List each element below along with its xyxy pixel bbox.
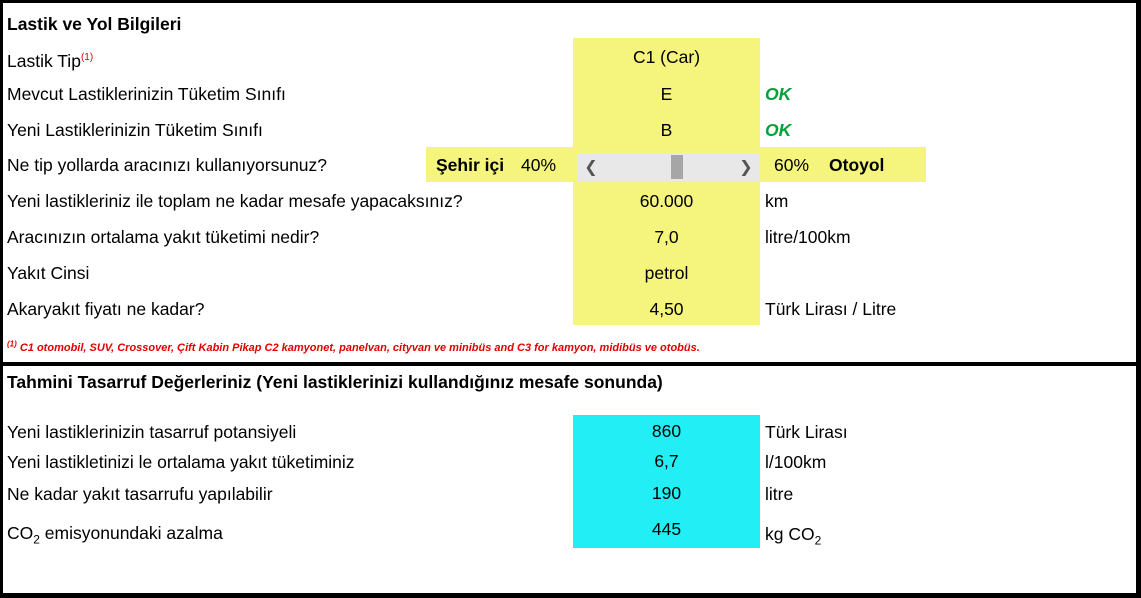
consumption-unit: litre/100km bbox=[765, 227, 851, 247]
savings-value: 860 bbox=[651, 421, 682, 441]
city-label: Şehir içi bbox=[436, 155, 505, 175]
co2-unit: kg $CO_2$ bbox=[765, 524, 822, 548]
slider-right-arrow-icon[interactable]: ❯ bbox=[739, 157, 753, 176]
section-title: Lastik ve Yol Bilgileri bbox=[7, 14, 182, 34]
fuel-saving-label: Ne kadar yakıt tasarrufu yapılabilir bbox=[7, 484, 273, 504]
fuel-type-label: Yakıt Cinsi bbox=[7, 263, 90, 283]
fuel-type-value[interactable]: petrol bbox=[644, 263, 689, 283]
savings-label: Yeni lastiklerinizin tasarruf potansiyeli bbox=[7, 422, 297, 442]
current-class-label: Mevcut Lastiklerinizin Tüketim Sınıfı bbox=[7, 84, 286, 104]
highway-percent: 60% bbox=[774, 155, 810, 175]
avg-consumption-label: Yeni lastikletinizi le ortalama yakıt tüketiminiz bbox=[7, 452, 355, 472]
highway-label: Otoyol bbox=[829, 155, 885, 175]
footnote: $^{(1)}$ C1 otomobil, SUV, Crossover, Çift Kabin Pikap C2 kamyonet, panelvan, cityvan ve minibüs and C3 for kamyon, midibüs ve otobüs. bbox=[7, 339, 700, 354]
tire-type-label: Lastik Tip$^{(1)}$ bbox=[7, 51, 94, 71]
city-percent: 40% bbox=[521, 155, 557, 175]
fuel-price-value[interactable]: 4,50 bbox=[649, 299, 684, 319]
avg-consumption-unit: l/100km bbox=[765, 452, 827, 472]
co2-value: 445 bbox=[651, 519, 682, 539]
avg-consumption-value: 6,7 bbox=[654, 451, 679, 471]
fuel-saving-unit: litre bbox=[765, 484, 794, 504]
co2-label: $CO_2$ emisyonundaki azalma bbox=[7, 523, 223, 547]
fuel-price-unit: Türk Lirası / Litre bbox=[765, 299, 897, 319]
current-class-status: OK bbox=[765, 84, 792, 104]
road-type-label: Ne tip yollarda aracınızı kullanıyorsunuz? bbox=[7, 155, 328, 175]
current-class-value[interactable]: E bbox=[660, 84, 673, 104]
new-class-label: Yeni Lastiklerinizin Tüketim Sınıfı bbox=[7, 120, 263, 140]
distance-unit: km bbox=[765, 191, 789, 211]
results-title: Tahmini Tasarruf Değerleriniz (Yeni lastiklerinizi kullandığınız mesafe sonunda) bbox=[7, 372, 663, 392]
savings-unit: Türk Lirası bbox=[765, 422, 848, 442]
new-class-status: OK bbox=[765, 120, 792, 140]
consumption-value[interactable]: 7,0 bbox=[654, 227, 679, 247]
new-class-value[interactable]: B bbox=[660, 120, 673, 140]
fuel-price-label: Akaryakıt fiyatı ne kadar? bbox=[7, 299, 205, 319]
road-type-slider[interactable] bbox=[577, 153, 760, 181]
results-panel bbox=[3, 366, 1136, 593]
distance-value[interactable]: 60.000 bbox=[639, 191, 694, 211]
fuel-saving-value: 190 bbox=[651, 483, 682, 503]
consumption-label: Aracınızın ortalama yakıt tüketimi nedir? bbox=[7, 227, 320, 247]
tire-type-value[interactable]: C1 (Car) bbox=[632, 47, 701, 67]
slider-left-arrow-icon[interactable]: ❮ bbox=[584, 157, 598, 176]
distance-label: Yeni lastikleriniz ile toplam ne kadar mesafe yapacaksınız? bbox=[7, 191, 463, 211]
input-panel bbox=[3, 3, 1136, 362]
slider-thumb[interactable] bbox=[671, 155, 683, 179]
